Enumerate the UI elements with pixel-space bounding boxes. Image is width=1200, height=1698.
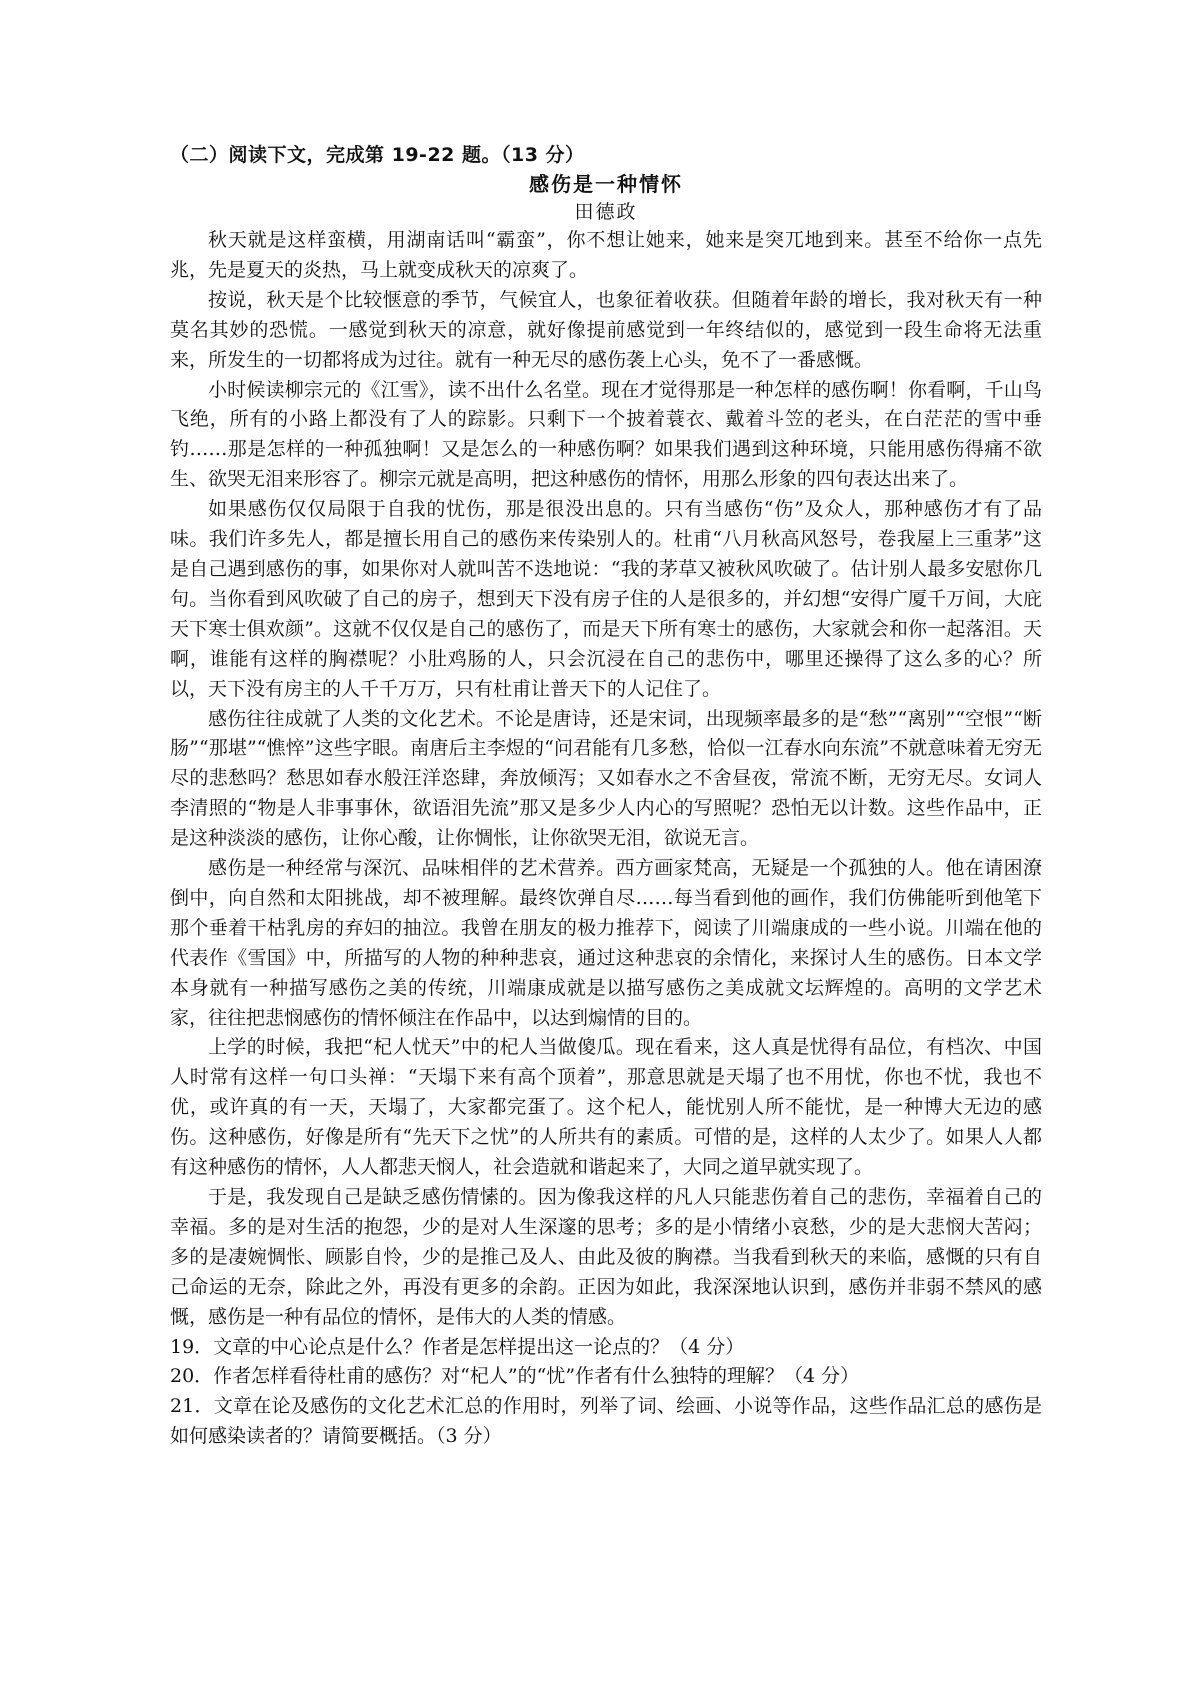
paragraph-5: 感伤往往成就了人类的文化艺术。不论是唐诗，还是宋词，出现频率最多的是“愁”“离别”“空恨”“断肠”“那堪”“憔悴”这些字眼。南唐后主李煜的“问君能有几多愁，恰似一江春水向东流”不就意味着无穷无尽的悲愁吗？愁思如春水般汪洋恣肆，奔放倾泻；又如春水之不舍昼夜，常流不断，无穷无尽。女词人李清照的“物是人非事事休，欲语泪先流”那又是多少人内心的写照呢？恐怕无以计数。这些作品中，正是这种淡淡的感伤，让你心酸，让你惆怅，让你欲哭无泪，欲说无言。 [170, 707, 1042, 850]
paragraph-4: 如果感伤仅仅局限于自我的忧伤，那是很没出息的。只有当感伤“伤”及众人，那种感伤才有了品味。我们许多先人，都是擅长用自己的感伤来传染别人的。杜甫“八月秋高风怒号，卷我屋上三重茅”这是自己遇到感伤的事，如果你对人就叫苦不迭地说：“我的茅草又被秋风吹破了。估计别人最多安慰你几句。当你看到风吹破了自己的房子，想到天下没有房子住的人是很多的，并幻想“安得广厦千万间，大庇天下寒士俱欢颜”。这就不仅仅是自己的感伤了，而是天下所有寒士的感伤，大家就会和你一起落泪。天啊，谁能有这样的胸襟呢？小肚鸡肠的人，只会沉浸在自己的悲伤中，哪里还操得了这么多的心？所以，天下没有房主的人千千万万，只有杜甫让普天下的人记住了。 [170, 498, 1042, 700]
exam-page [170, 142, 1042, 1452]
paragraph-8: 于是，我发现自己是缺乏感伤情愫的。因为像我这样的凡人只能悲伤着自己的悲伤，幸福着自己的幸福。多的是对生活的抱怨，少的是对人生深邃的思考；多的是小情绪小哀愁，少的是大悲悯大苦闷；多的是凄婉惆怅、顾影自怜，少的是推己及人、由此及彼的胸襟。当我看到秋天的来临，感慨的只有自己命运的无奈，除此之外，再没有更多的余韵。正因为如此，我深深地认识到，感伤并非弱不禁风的感慨，感伤是一种有品位的情怀，是伟大的人类的情感。 [170, 1186, 1042, 1328]
question-list [170, 1333, 1042, 1453]
question-19: 19．文章的中心论点是什么？作者是怎样提出这一论点的？（4 分） [170, 1335, 745, 1358]
article-author: 田德政 [574, 201, 638, 223]
paragraph-3: 小时候读柳宗元的《江雪》，读不出什么名堂。现在才觉得那是一种怎样的感伤啊！你看啊，千山鸟飞绝，所有的小路上都没有了人的踪影。只剩下一个披着蓑衣、戴着斗笠的老头，在白茫茫的雪中垂钓……那是怎样的一种孤独啊！又是怎么的一种感伤啊？如果我们遇到这种环境，只能用感伤得痛不欲生、欲哭无泪来形容了。柳宗元就是高明，把这种感伤的情怀，用那么形象的四句表达出来了。 [170, 378, 1042, 491]
question-20: 20．作者怎样看待杜甫的感伤？对“杞人”的“忧”作者有什么独特的理解？（4 分） [170, 1365, 860, 1388]
paragraph-2: 按说，秋天是个比较惬意的季节，气候宜人，也象征着收获。但随着年龄的增长，我对秋天有一种莫名其妙的恐慌。一感觉到秋天的凉意，就好像提前感觉到一年终结似的，感觉到一段生命将无法重来，所发生的一切都将成为过往。就有一种无尽的感伤袭上心头，免不了一番感慨。 [170, 288, 1042, 371]
paragraph-1: 秋天就是这样蛮横，用湖南话叫“霸蛮”，你不想让她来，她来是突兀地到来。甚至不给你一点先兆，先是夏天的炎热，马上就变成秋天的凉爽了。 [170, 229, 1042, 281]
section-header: （二）阅读下文，完成第 19-22 题。（13 分） [170, 144, 585, 166]
article-title: 感伤是一种情怀 [529, 172, 683, 196]
question-21: 21．文章在论及感伤的文化艺术汇总的作用时，列举了词、绘画、小说等作品，这些作品汇总的感伤是如何感染读者的？请简要概括。（3 分） [170, 1395, 1042, 1448]
paragraph-7: 上学的时候，我把“杞人忧天”中的杞人当做傻瓜。现在看来，这人真是忧得有品位，有档次、中国人时常有这样一句口头禅：“天塌下来有高个顶着”，那意思就是天塌了也不用忧，你也不忧，我也不优，或许真的有一天，天塌了，大家都完蛋了。这个杞人，能忧别人所不能忧，是一种博大无边的感伤。这种感伤，好像是所有“先天下之忧”的人所共有的素质。可惜的是，这样的人太少了。如果人人都有这种感伤的情怀，人人都悲天悯人，社会造就和谐起来了，大同之道早就实现了。 [170, 1036, 1042, 1179]
paragraph-6: 感伤是一种经常与深沉、品味相伴的艺术营养。西方画家梵高，无疑是一个孤独的人。他在请困潦倒中，向自然和太阳挑战，却不被理解。最终饮弹自尽……每当看到他的画作，我们仿佛能听到他笔下那个垂着干枯乳房的弃妇的抽泣。我曾在朋友的极力推荐下，阅读了川端康成的一些小说。川端在他的代表作《雪国》中，所描写的人物的种种悲哀，通过这种悲哀的余情化，来探讨人生的感伤。日本文学本身就有一种描写感伤之美的传统，川端康成就是以描写感伤之美成就文坛辉煌的。高明的文学艺术家，往往把悲悯感伤的情怀倾注在作品中，以达到煽情的目的。 [170, 857, 1042, 1029]
article-body [170, 226, 1042, 1333]
